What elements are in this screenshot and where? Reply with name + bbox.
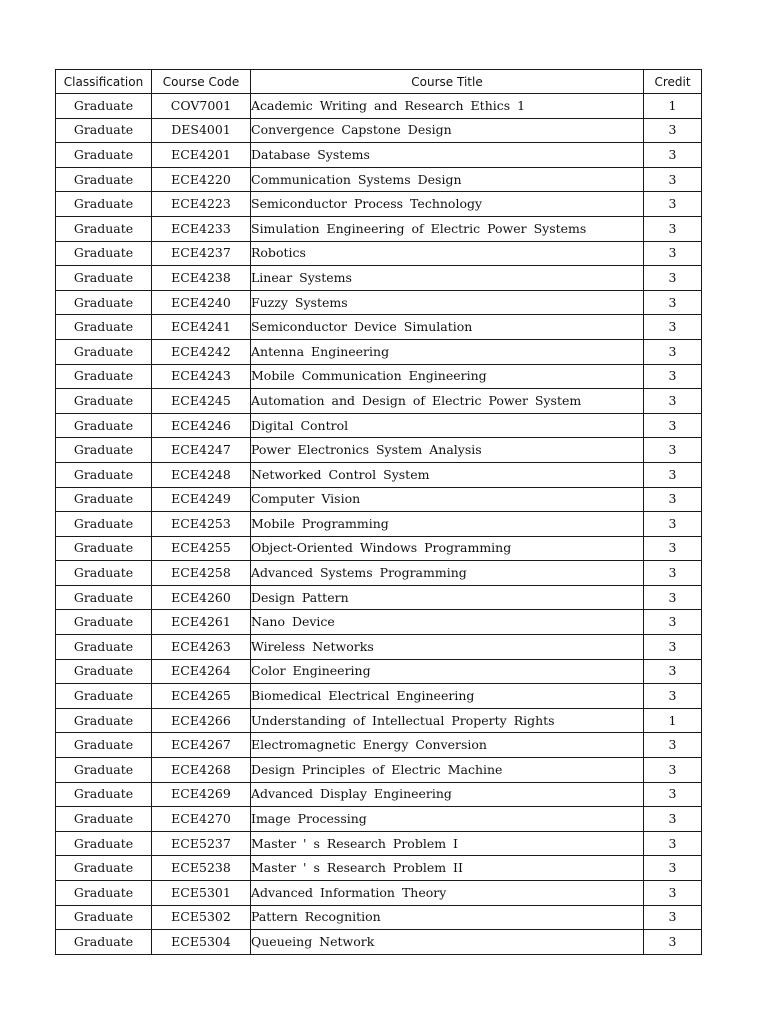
cell-course-code: ECE4245: [152, 389, 251, 414]
cell-course-title: Advanced Display Engineering: [251, 782, 644, 807]
table-row: [56, 512, 702, 537]
cell-course-title: Pattern Recognition: [251, 905, 644, 930]
course-rows: [56, 94, 702, 955]
cell-course-title: Fuzzy Systems: [251, 290, 644, 315]
cell-classification: Graduate: [56, 413, 152, 438]
cell-course-title: Advanced Systems Programming: [251, 561, 644, 586]
table-row: [56, 807, 702, 832]
cell-course-code: ECE4255: [152, 536, 251, 561]
table-row: [56, 561, 702, 586]
table-row: [56, 881, 702, 906]
cell-course-title: Nano Device: [251, 610, 644, 635]
cell-course-code: ECE4243: [152, 364, 251, 389]
cell-credit: 3: [644, 831, 702, 856]
cell-course-title: Database Systems: [251, 143, 644, 168]
cell-classification: Graduate: [56, 143, 152, 168]
cell-classification: Graduate: [56, 462, 152, 487]
cell-credit: 1: [644, 94, 702, 119]
table-row: [56, 831, 702, 856]
cell-course-code: ECE4233: [152, 216, 251, 241]
cell-course-title: Design Principles of Electric Machine: [251, 758, 644, 783]
table-row: [56, 118, 702, 143]
cell-classification: Graduate: [56, 733, 152, 758]
cell-course-code: ECE4240: [152, 290, 251, 315]
cell-credit: 3: [644, 339, 702, 364]
cell-course-title: Networked Control System: [251, 462, 644, 487]
cell-credit: 3: [644, 462, 702, 487]
table-row: [56, 782, 702, 807]
cell-course-title: Advanced Information Theory: [251, 881, 644, 906]
table-row: [56, 192, 702, 217]
cell-classification: Graduate: [56, 585, 152, 610]
cell-classification: Graduate: [56, 856, 152, 881]
cell-credit: 3: [644, 536, 702, 561]
cell-course-code: ECE4270: [152, 807, 251, 832]
table-row: [56, 339, 702, 364]
cell-credit: 3: [644, 782, 702, 807]
cell-classification: Graduate: [56, 438, 152, 463]
table-row: [56, 733, 702, 758]
cell-credit: 3: [644, 733, 702, 758]
cell-credit: 3: [644, 561, 702, 586]
cell-classification: Graduate: [56, 266, 152, 291]
cell-credit: 3: [644, 512, 702, 537]
cell-course-code: ECE4258: [152, 561, 251, 586]
header-course-code: Course Code: [152, 70, 251, 94]
table-row: [56, 585, 702, 610]
cell-classification: Graduate: [56, 241, 152, 266]
cell-course-title: Mobile Programming: [251, 512, 644, 537]
cell-course-title: Digital Control: [251, 413, 644, 438]
table-row: [56, 94, 702, 119]
table-row: [56, 315, 702, 340]
cell-course-code: ECE4220: [152, 167, 251, 192]
cell-credit: 3: [644, 758, 702, 783]
cell-classification: Graduate: [56, 635, 152, 660]
cell-course-code: ECE4241: [152, 315, 251, 340]
cell-course-title: Image Processing: [251, 807, 644, 832]
cell-credit: 3: [644, 192, 702, 217]
cell-classification: Graduate: [56, 930, 152, 955]
cell-course-title: Biomedical Electrical Engineering: [251, 684, 644, 709]
cell-course-title: Design Pattern: [251, 585, 644, 610]
cell-credit: 3: [644, 315, 702, 340]
cell-course-code: ECE4246: [152, 413, 251, 438]
cell-course-title: Semiconductor Device Simulation: [251, 315, 644, 340]
table-row: [56, 216, 702, 241]
cell-credit: 3: [644, 881, 702, 906]
table-row: [56, 290, 702, 315]
cell-credit: 3: [644, 684, 702, 709]
cell-course-title: Robotics: [251, 241, 644, 266]
cell-course-title: Electromagnetic Energy Conversion: [251, 733, 644, 758]
cell-credit: 3: [644, 290, 702, 315]
table-row: [56, 905, 702, 930]
cell-course-title: Understanding of Intellectual Property Rights: [251, 708, 644, 733]
cell-classification: Graduate: [56, 94, 152, 119]
cell-course-title: Computer Vision: [251, 487, 644, 512]
cell-course-code: ECE5304: [152, 930, 251, 955]
table-row: [56, 684, 702, 709]
cell-course-code: ECE4223: [152, 192, 251, 217]
header-credit: Credit: [644, 70, 702, 94]
cell-credit: 3: [644, 143, 702, 168]
cell-classification: Graduate: [56, 487, 152, 512]
cell-classification: Graduate: [56, 561, 152, 586]
cell-credit: 3: [644, 364, 702, 389]
cell-classification: Graduate: [56, 216, 152, 241]
table-row: [56, 930, 702, 955]
cell-course-title: Academic Writing and Research Ethics 1: [251, 94, 644, 119]
cell-credit: 3: [644, 659, 702, 684]
cell-classification: Graduate: [56, 782, 152, 807]
cell-credit: 3: [644, 585, 702, 610]
cell-credit: 3: [644, 635, 702, 660]
header-row: [56, 70, 702, 94]
cell-credit: 3: [644, 438, 702, 463]
cell-course-code: COV7001: [152, 94, 251, 119]
course-table-container: [55, 69, 702, 955]
cell-classification: Graduate: [56, 610, 152, 635]
cell-credit: 3: [644, 905, 702, 930]
cell-credit: 3: [644, 807, 702, 832]
cell-credit: 3: [644, 856, 702, 881]
cell-classification: Graduate: [56, 881, 152, 906]
cell-course-title: Linear Systems: [251, 266, 644, 291]
header-classification: Classification: [56, 70, 152, 94]
table-row: [56, 487, 702, 512]
cell-classification: Graduate: [56, 389, 152, 414]
header-course-title: Course Title: [251, 70, 644, 94]
cell-course-code: ECE4268: [152, 758, 251, 783]
cell-classification: Graduate: [56, 659, 152, 684]
cell-classification: Graduate: [56, 315, 152, 340]
cell-credit: 3: [644, 413, 702, 438]
cell-course-title: Wireless Networks: [251, 635, 644, 660]
cell-course-code: ECE4253: [152, 512, 251, 537]
cell-course-code: ECE4249: [152, 487, 251, 512]
cell-credit: 3: [644, 118, 702, 143]
cell-course-code: ECE5238: [152, 856, 251, 881]
cell-classification: Graduate: [56, 708, 152, 733]
cell-credit: 3: [644, 487, 702, 512]
cell-course-code: ECE4242: [152, 339, 251, 364]
cell-course-code: DES4001: [152, 118, 251, 143]
cell-course-code: ECE4238: [152, 266, 251, 291]
table-row: [56, 143, 702, 168]
table-row: [56, 856, 702, 881]
cell-classification: Graduate: [56, 807, 152, 832]
cell-course-code: ECE4265: [152, 684, 251, 709]
cell-course-title: Object-Oriented Windows Programming: [251, 536, 644, 561]
cell-classification: Graduate: [56, 167, 152, 192]
cell-course-code: ECE5302: [152, 905, 251, 930]
table-row: [56, 241, 702, 266]
cell-credit: 3: [644, 389, 702, 414]
table-row: [56, 364, 702, 389]
cell-course-code: ECE4237: [152, 241, 251, 266]
cell-course-code: ECE4201: [152, 143, 251, 168]
cell-course-title: Simulation Engineering of Electric Power Systems: [251, 216, 644, 241]
cell-course-title: Queueing Network: [251, 930, 644, 955]
cell-course-code: ECE4267: [152, 733, 251, 758]
table-row: [56, 708, 702, 733]
cell-course-title: Power Electronics System Analysis: [251, 438, 644, 463]
table-row: [56, 635, 702, 660]
table-row: [56, 462, 702, 487]
cell-course-code: ECE4261: [152, 610, 251, 635]
table-row: [56, 438, 702, 463]
cell-credit: 3: [644, 930, 702, 955]
cell-credit: 3: [644, 266, 702, 291]
cell-credit: 3: [644, 216, 702, 241]
cell-course-title: Master ' s Research Problem I: [251, 831, 644, 856]
cell-course-code: ECE4247: [152, 438, 251, 463]
cell-course-code: ECE4263: [152, 635, 251, 660]
table-row: [56, 610, 702, 635]
cell-classification: Graduate: [56, 831, 152, 856]
cell-classification: Graduate: [56, 339, 152, 364]
cell-classification: Graduate: [56, 905, 152, 930]
cell-classification: Graduate: [56, 364, 152, 389]
cell-course-code: ECE4264: [152, 659, 251, 684]
cell-credit: 1: [644, 708, 702, 733]
cell-course-code: ECE4260: [152, 585, 251, 610]
cell-classification: Graduate: [56, 512, 152, 537]
cell-classification: Graduate: [56, 536, 152, 561]
cell-course-title: Mobile Communication Engineering: [251, 364, 644, 389]
cell-course-title: Color Engineering: [251, 659, 644, 684]
cell-course-code: ECE5237: [152, 831, 251, 856]
cell-course-title: Convergence Capstone Design: [251, 118, 644, 143]
cell-credit: 3: [644, 167, 702, 192]
cell-course-code: ECE4269: [152, 782, 251, 807]
table-row: [56, 659, 702, 684]
cell-course-code: ECE5301: [152, 881, 251, 906]
cell-course-title: Communication Systems Design: [251, 167, 644, 192]
course-table: [55, 69, 702, 955]
cell-course-code: ECE4266: [152, 708, 251, 733]
cell-classification: Graduate: [56, 192, 152, 217]
table-row: [56, 413, 702, 438]
cell-classification: Graduate: [56, 290, 152, 315]
table-row: [56, 758, 702, 783]
cell-classification: Graduate: [56, 118, 152, 143]
cell-course-title: Semiconductor Process Technology: [251, 192, 644, 217]
cell-classification: Graduate: [56, 758, 152, 783]
cell-classification: Graduate: [56, 684, 152, 709]
cell-course-code: ECE4248: [152, 462, 251, 487]
cell-course-title: Master ' s Research Problem II: [251, 856, 644, 881]
cell-course-title: Automation and Design of Electric Power System: [251, 389, 644, 414]
cell-credit: 3: [644, 610, 702, 635]
cell-credit: 3: [644, 241, 702, 266]
table-row: [56, 536, 702, 561]
table-row: [56, 167, 702, 192]
cell-course-title: Antenna Engineering: [251, 339, 644, 364]
table-row: [56, 389, 702, 414]
table-row: [56, 266, 702, 291]
